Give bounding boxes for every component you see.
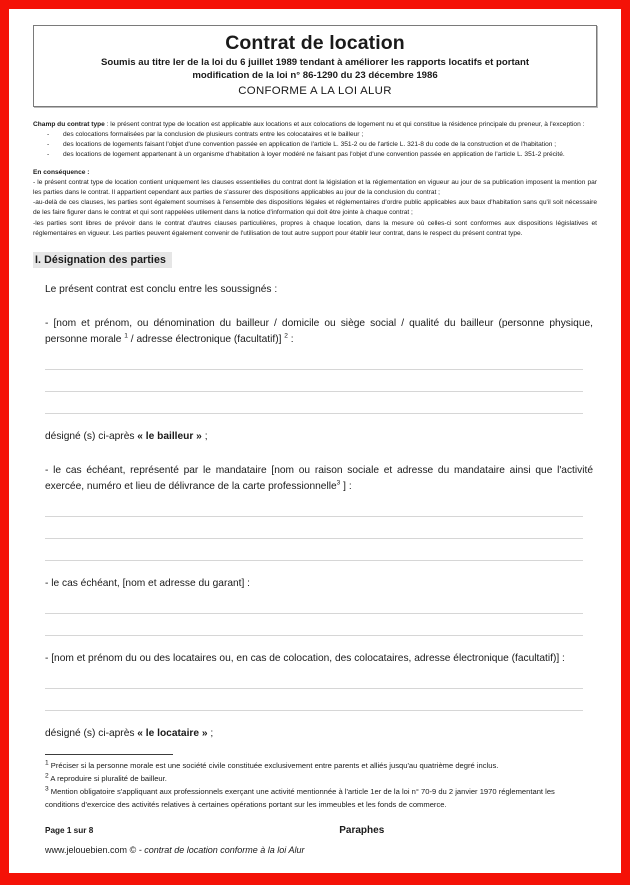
footnote-1-text: Préciser si la personne morale est une société civile constituée exclusivement entre parents et alliés jusqu'au quatrième degré inclus.: [48, 760, 499, 770]
footnote-2-marker: 2: [45, 772, 49, 780]
mandataire-label-part-1: - le cas échéant, représenté par le mandataire [nom ou raison sociale et adresse du mandataire ainsi que l'activité exercée, numéro et lieu de délivrance de la carte professionnelle: [45, 465, 593, 492]
footnote-separator: [45, 754, 173, 755]
spacer: [33, 297, 597, 316]
spacer: [33, 444, 597, 463]
spacer: [33, 711, 597, 726]
page-number: Page 1 sur 8: [45, 825, 94, 835]
designe-bailleur-term: « le bailleur »: [137, 430, 202, 442]
title-box: [33, 25, 597, 107]
document-title: Contrat de location: [225, 32, 405, 54]
scope-label: Champ du contrat type: [33, 120, 105, 128]
list-item: - des locations de logement appartenant à un organisme d'habitation à loyer modéré ne faisant pas l'objet d'une convention passée en application de l'article L. 351-2 précité.: [47, 150, 597, 160]
spacer: [33, 591, 597, 613]
paraphes-label: Paraphes: [339, 824, 385, 836]
footnote-ref-1: 1: [124, 332, 128, 340]
footnotes-block: [45, 760, 597, 811]
designe-locataire-text: [45, 726, 597, 741]
footnote-2: [45, 773, 583, 785]
site-tagline: - contrat de location conforme à la loi Alur: [138, 844, 305, 855]
scope-paragraph: [33, 120, 597, 130]
footnote-3-text: Mention obligatoire s'appliquant aux professionnels exerçant une activité mentionnée à l'article 1er de la loi n° 70-9 du 2 janvier 1970 réglementant les conditions d'exercice des activités relatives à certaines opérations portant sur les immeubles et les fonds de commerce.: [45, 787, 555, 809]
designe-locataire-suffix: ;: [207, 728, 214, 740]
spacer: [33, 392, 597, 413]
footnote-1: [45, 760, 583, 772]
list-item: - des colocations formalisées par la conclusion de plusieurs contrats entre les colocataires et le bailleur ;: [47, 130, 597, 140]
copyright-icon: ©: [129, 844, 137, 855]
spacer: [33, 561, 597, 576]
spacer: [33, 614, 597, 635]
designe-locataire-prefix: désigné (s) ci-après: [45, 728, 138, 740]
document-subtitle-line-2: modification de la loi n° 86-1290 du 23 décembre 1986: [192, 69, 438, 81]
footnote-1-marker: 1: [45, 759, 49, 767]
spacer: [33, 689, 597, 710]
spacer: [33, 666, 597, 688]
preamble-block: [33, 120, 597, 239]
garant-field-label: - le cas échéant, [nom et adresse du garant] :: [45, 577, 250, 589]
footnote-3-marker: 3: [45, 785, 49, 793]
designe-bailleur-suffix: ;: [201, 430, 208, 442]
site-credit-line: [45, 845, 597, 855]
page-footer: [45, 825, 597, 836]
spacer: [33, 517, 597, 538]
section-heading-wrap: [33, 239, 597, 282]
consequence-paragraph-2: -au-delà de ces clauses, les parties sont également soumises à l'ensemble des dispositions légales et réglementaires d'ordre public applicables aux baux d'habitation sans qu'il soit nécessaire de les faire figurer dans le contrat et qui sont rappelées utilement dans la notice d'information qui doit être jointe à chaque contrat ;: [33, 199, 597, 217]
consequence-label: [33, 168, 597, 178]
designe-locataire-term: « le locataire »: [137, 728, 208, 740]
designe-bailleur-text: [45, 429, 597, 444]
site-url[interactable]: www.jelouebien.com: [45, 844, 128, 855]
bailleur-label-part-1: - [nom et prénom, ou dénomination du bailleur / domicile ou siège social / qualité du bailleur (personne physique, personne morale: [45, 318, 593, 345]
bailleur-field-label: [45, 316, 597, 347]
spacer: [33, 370, 597, 391]
spacer: [33, 539, 597, 560]
footnote-ref-3: 3: [336, 479, 341, 487]
bailleur-label-part-3: :: [287, 333, 294, 345]
bailleur-label-part-2: / adresse électronique (facultatif)]: [127, 333, 285, 345]
list-item: - des locations de logements faisant l'objet d'une convention passée en application de l'article L. 351-2 ou de l'article L. 321-8 du code de la construction et de l'habitation ;: [47, 140, 597, 150]
footnote-ref-2: 2: [284, 332, 288, 340]
spacer: [33, 161, 597, 168]
mandataire-label-part-2: ] :: [340, 480, 352, 492]
spacer: [33, 494, 597, 516]
spacer: [33, 414, 597, 429]
consequence-paragraph-3: -les parties sont libres de prévoir dans le contrat d'autres clauses particulières, propres à chaque location, dans la mesure où celles-ci sont conformes aux dispositions législatives et réglementaires en vigueur. Les parties peuvent également convenir de l'utilisation de tout autre support pour établir leur contrat, dans le respect du présent contrat type.: [33, 219, 597, 237]
section-intro-text: Le présent contrat est conclu entre les soussignés :: [45, 284, 278, 296]
consequence-paragraph-1: - le présent contrat type de location contient uniquement les clauses essentielles du contrat dont la législation et la réglementation en vigueur au jour de sa publication imposent la mention par les parties dans le contrat. Il appartient cependant aux parties de s'assurer des dispositions applicables au jour de la conclusion du contrat ;: [33, 178, 597, 196]
designe-bailleur-prefix: désigné (s) ci-après: [45, 430, 138, 442]
spacer: [33, 347, 597, 369]
scope-intro: : le présent contrat type de location est applicable aux locations et aux colocations de logement nu et qui constitue la résidence principale du preneur, à l'exception :: [104, 120, 585, 128]
spacer: [33, 636, 597, 651]
locataire-field-label: - [nom et prénom du ou des locataires ou, en cas de colocation, des colocataires, adresse électronique (facultatif)] :: [45, 653, 565, 665]
scope-exception-list: [33, 130, 597, 161]
section-heading-designation-des-parties: I. Désignation des parties: [33, 252, 172, 268]
footnote-2-text: A reproduire si pluralité de bailleur.: [48, 774, 167, 784]
footnote-3: [45, 786, 583, 811]
document-subtitle-line-1: Soumis au titre Ier de la loi du 6 juillet 1989 tendant à améliorer les rapports locatifs et portant: [100, 57, 530, 68]
conformity-statement: CONFORME A LA LOI ALUR: [238, 84, 392, 97]
document-sheet: [9, 9, 621, 873]
mandataire-field-label: [45, 463, 597, 494]
consequence-label-text: En conséquence :: [33, 168, 90, 176]
